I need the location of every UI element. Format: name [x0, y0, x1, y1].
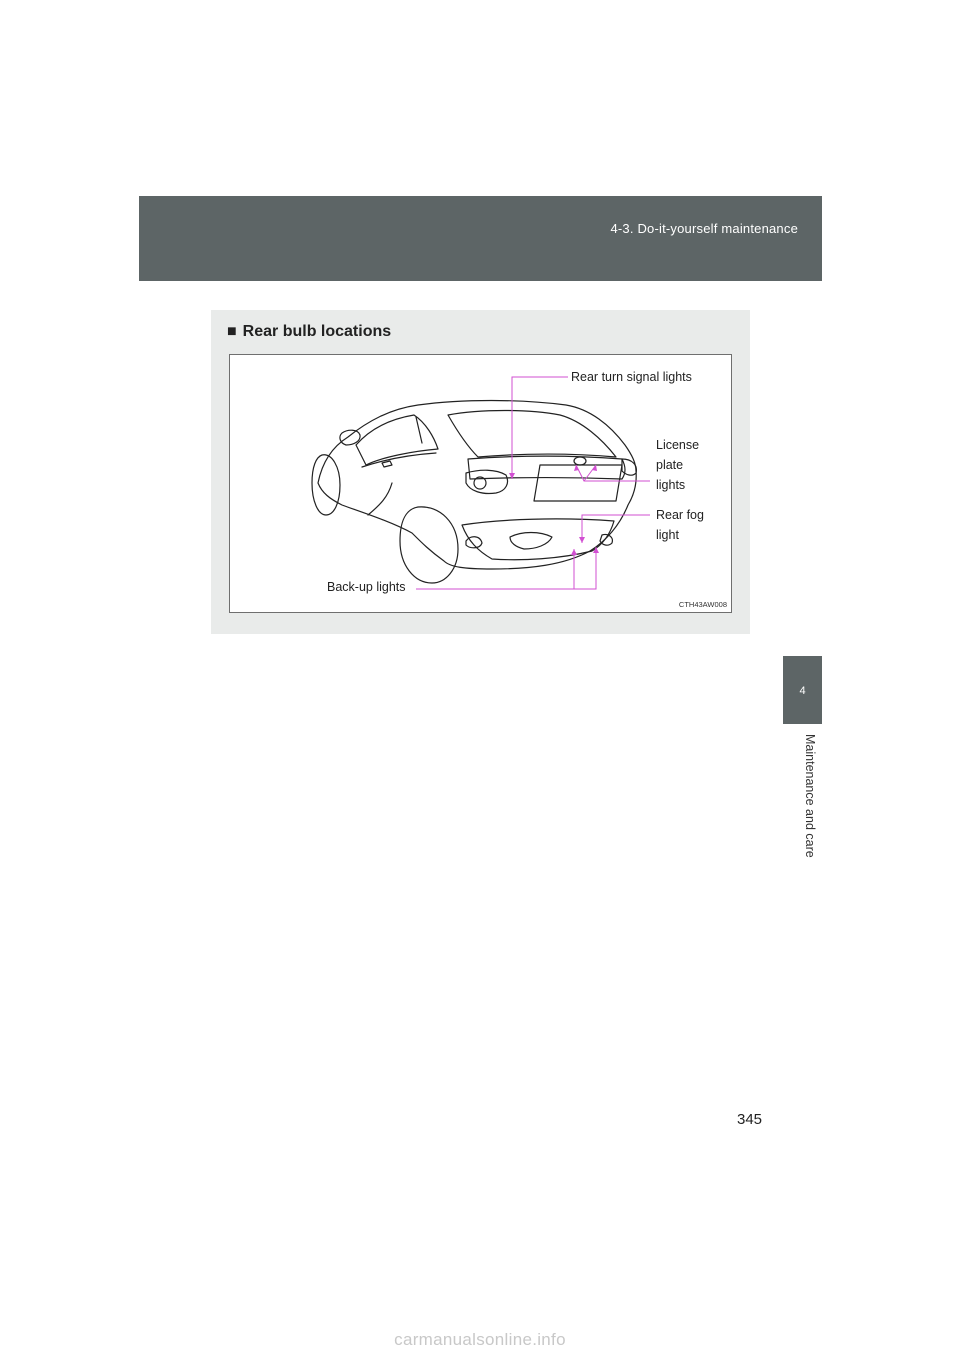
side-mirror	[340, 430, 360, 445]
rear-bumper	[462, 519, 614, 560]
chapter-label: Maintenance and care	[803, 734, 817, 858]
figure-code: CTH43AW008	[678, 600, 727, 609]
car-body-outline	[318, 401, 636, 570]
callout-rear-turn-signal: Rear turn signal lights	[571, 370, 692, 384]
leader-backup	[416, 547, 596, 589]
header-band	[139, 196, 822, 281]
rear-bulb-figure	[229, 354, 732, 613]
section-title	[227, 323, 391, 341]
page-number: 345	[737, 1111, 763, 1128]
left-tail-light	[466, 470, 508, 493]
exhaust-left	[466, 537, 482, 548]
exhaust-right	[600, 534, 612, 545]
leader-turn-signal	[512, 377, 568, 479]
section-title-text: Rear bulb locations	[242, 323, 392, 340]
callout-back-up: Back-up lights	[327, 580, 406, 594]
bulb-location-box	[211, 310, 750, 634]
callout-rear-fog: Rear fog light	[656, 508, 704, 542]
rear-wheel	[400, 507, 458, 583]
chapter-tab	[783, 656, 822, 724]
square-bullet-icon: ■	[227, 323, 237, 340]
rear-window	[448, 411, 616, 458]
trunk-lid	[468, 456, 625, 479]
front-wheel	[312, 455, 340, 515]
license-plate-recess	[534, 465, 622, 501]
footer-watermark: carmanualsonline.info	[394, 1330, 566, 1349]
section-header-title: 4-3. Do-it-yourself maintenance	[610, 221, 798, 236]
callout-license-plate: License plate lights	[656, 438, 700, 492]
chapter-number: 4	[799, 685, 806, 697]
